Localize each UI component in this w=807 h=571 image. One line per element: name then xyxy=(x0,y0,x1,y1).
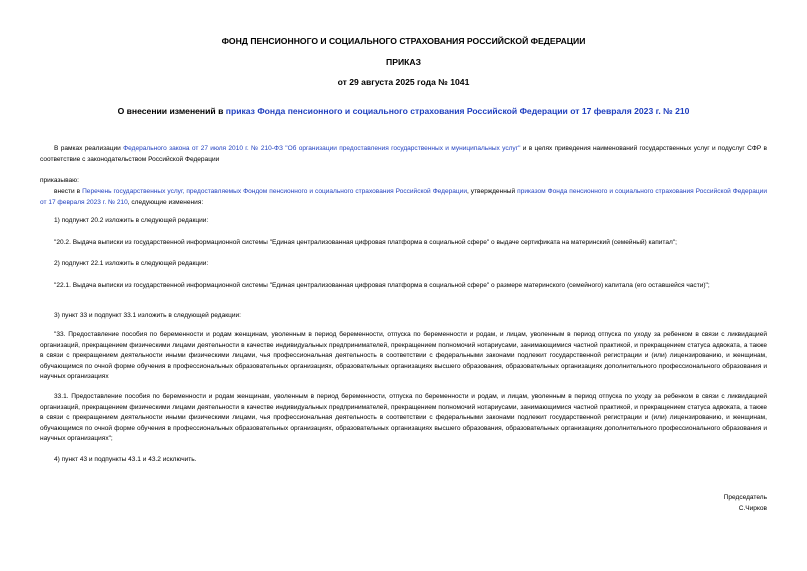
federal-law-link[interactable]: Федерального закона от 27 июля 2010 г. № 210-ФЗ "Об организации предоставления государственных и муниципальных услуг" xyxy=(123,145,521,152)
item-4: 4) пункт 43 и подпункты 43.1 и 43.2 исключить. xyxy=(54,456,197,463)
quote-22-1: "22.1. Выдача выписки из государственной информационной системы "Единая централизованная цифровая платформа в социальной сфере" о размере материнского (семейного) капитала (его оставшейся части)"; xyxy=(54,282,710,289)
order-intro-suffix: , следующие изменения: xyxy=(127,198,204,206)
signature-title: Председатель xyxy=(723,494,767,501)
organization-title: ФОНД ПЕНСИОННОГО И СОЦИАЛЬНОГО СТРАХОВАНИЯ РОССИЙСКОЙ ФЕДЕРАЦИИ xyxy=(221,36,586,46)
order-intro-paragraph xyxy=(40,187,767,208)
order-intro-prefix: внести в xyxy=(54,188,83,195)
preamble-suffix: и в целях приведения наименований государственных услуг и подуслуг СФР в соответствие с законодательством Российской Федерации xyxy=(40,145,767,163)
signature-name: С.Чирков xyxy=(738,505,767,512)
quote-33: "33. Предоставление пособия по беременности и родам женщинам, уволенным в период беременности, отпуска по беременности и родам, и лицам, уволенным в период отпуска по уходу за ребенком в связи с ликвидацией организаций, прекращением физическими лицами деятельности в качестве индивидуальных предпринимателей, прекращением полномочий нотариусами, занимающимися частной практикой, и прекращением статуса адвоката, а также в связи с прекращением деятельности иными физическими лицами, чья профессиональная деятельность в соответствии с федеральными законами подлежит государственной регистрации и (или) лицензированию, и женщинам, обучающимся по очной форме обучения в профессиональных образовательных организациях, образовательных организациях высшего образования, образовательных организациях дополнительного профессионального образования и научных организациях xyxy=(40,331,767,381)
preamble-prefix: В рамках реализации xyxy=(54,145,124,152)
subject-title xyxy=(0,106,807,116)
subject-prefix: О внесении изменений в xyxy=(117,106,226,116)
quote-33-1: 33.1. Предоставление пособия по беременности и родам женщинам, уволенным в период беременности, отпуска по беременности и родам, и лицам, уволенным в период отпуска по уходу за ребенком в связи с ликвидацией организаций, прекращением физическими лицами деятельности в качестве индивидуальных предпринимателей, прекращением полномочий нотариусами, занимающимися частной практикой, и прекращением статуса адвоката, а также в связи с прекращением деятельности иными физическими лицами, чья профессиональная деятельность в соответствии с федеральными законами подлежит государственной регистрации и (или) лицензированию, и женщинам, обучающимся по очной форме обучения в профессиональных образовательных организациях, образовательных организациях высшего образования, образовательных организациях дополнительного профессионального образования и научных организациях"; xyxy=(40,393,767,443)
services-list-link[interactable]: Перечень государственных услуг, предоставляемых Фондом пенсионного и социального страхования Российской Федерации xyxy=(82,188,467,195)
order-label: приказываю: xyxy=(40,177,79,184)
order-210-link[interactable]: приказом Фонда пенсионного и социального страхования Российской Федерации от 17 февраля 2023 г. № 210 xyxy=(40,188,767,206)
item-3: 3) пункт 33 и подпункт 33.1 изложить в следующей редакции: xyxy=(54,312,241,319)
item-1: 1) подпункт 20.2 изложить в следующей редакции: xyxy=(54,217,209,224)
quote-20-2: "20.2. Выдача выписки из государственной информационной системы "Единая централизованная цифровая платформа в социальной сфере" о выдаче сертификата на материнский (семейный) капитал"; xyxy=(54,239,677,246)
order-intro-mid: , утвержденный xyxy=(466,188,518,195)
date-number: от 29 августа 2025 года № 1041 xyxy=(337,77,470,87)
subject-order-link[interactable]: приказ Фонда пенсионного и социального страхования Российской Федерации от 17 февраля 2023 г. № 210 xyxy=(225,106,690,116)
doc-type-title: ПРИКАЗ xyxy=(386,57,421,67)
item-2: 2) подпункт 22.1 изложить в следующей редакции: xyxy=(54,260,209,267)
preamble-paragraph xyxy=(40,144,767,165)
